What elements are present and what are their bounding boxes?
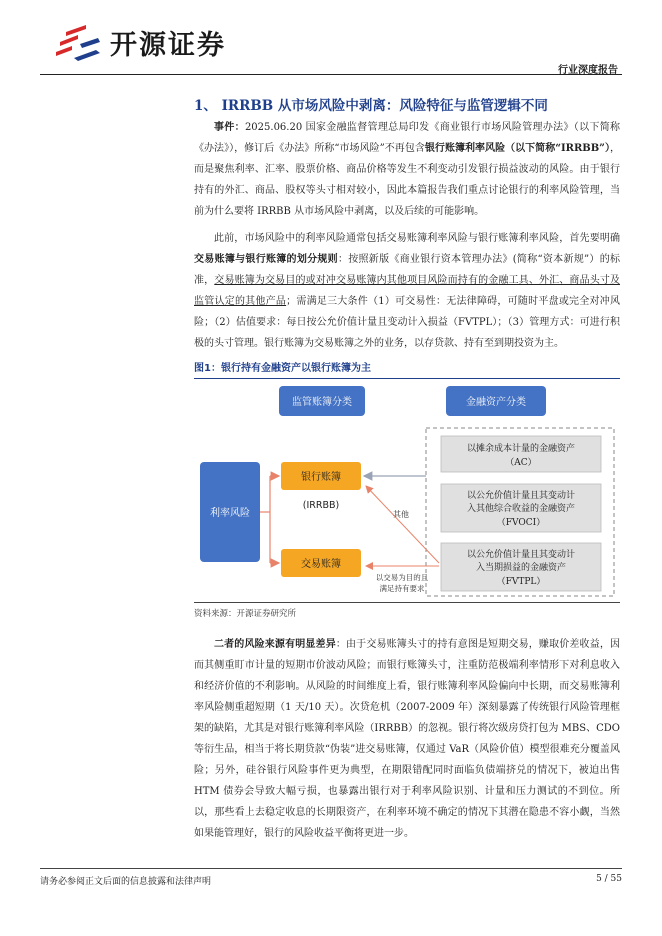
logo-icon <box>52 22 104 62</box>
paragraph-books <box>194 228 620 354</box>
logo <box>52 22 226 62</box>
header-divider <box>40 74 622 75</box>
reg-header-text: 监管账簿分类 <box>292 397 352 408</box>
report-type: 行业深度报告 <box>558 65 618 76</box>
classification-diagram <box>194 380 620 602</box>
fvtpl-line3: （FVTPL） <box>496 577 546 587</box>
para1-text-1: 2025.06.20 国家金融监督管理总局印发《商业银行市场风险管理办法》（以下简称《办法》），修订后《办法》所称“市场风险”不再包含 <box>194 122 621 154</box>
para1-text-2: ，而是聚焦利率、汇率、股票价格、商品价格等发生不利变动引发银行损益波动的风险。由于银行持有的外汇、商品、股权等头寸相对较小，因此本篇报告我们重点讨论银行的利率风险管理，当前为什么要将 IRRBB 从市场风险中剥离，以及后续的可能影响。 <box>194 143 620 217</box>
fvoci-line2: 入其他综合收益的金融资产 <box>466 504 576 514</box>
footer-disclaimer: 请务必参阅正文后面的信息披露和法律声明 <box>40 877 212 887</box>
para2-underline: 交易账簿为交易目的或对冲交易账簿内其他项目风险而持有的金融工具、外汇、商品头寸及监管认定的其他产品 <box>194 275 621 307</box>
logo-text: 开源证券 <box>110 29 226 61</box>
trade-purpose-line1: 以交易为目的且 <box>375 573 429 582</box>
para2-text-2: ：按照新版《商业银行资本管理办法》(简称“资本新规”）的标准， <box>194 254 620 286</box>
paragraph-risk-source <box>194 634 620 844</box>
banking-book-label: 银行账簿 <box>301 472 341 483</box>
source-divider <box>194 602 620 603</box>
ac-line2: （AC） <box>505 458 537 468</box>
fvoci-line3: （FVOCI） <box>496 518 546 528</box>
page-number: 5 / 55 <box>596 874 622 884</box>
para2-text-1: 此前，市场风险中的利率风险通常包括交易账簿利率风险与银行账簿利率风险，首先要明确 <box>214 233 620 244</box>
trading-book-label: 交易账簿 <box>301 559 341 570</box>
ac-line1: 以摊余成本计量的金融资产 <box>466 444 576 454</box>
figure-title: 图1：银行持有金融资产以银行账簿为主 <box>194 359 620 379</box>
risk-label: 利率风险 <box>210 508 250 519</box>
asset-header-text: 金融资产分类 <box>466 397 526 408</box>
event-label: 事件： <box>214 122 245 133</box>
trade-purpose-line2: 满足持有要求 <box>379 584 425 593</box>
para1-bold-1: 银行账簿利率风险（以下简称“IRRBB”） <box>424 143 610 154</box>
para3-bold-1: 二者的风险来源有明显差异 <box>214 639 336 650</box>
para2-bold-1: 交易账簿与银行账簿的划分规则 <box>194 254 338 265</box>
arrow-fvtpl-to-banking <box>366 486 439 563</box>
paragraph-event <box>194 117 620 222</box>
footer-divider <box>40 868 622 869</box>
para3-text-1: ：由于交易账簿头寸的持有意图是短期交易，赚取价差收益，因而其侧重盯市计量的短期市价波动风险；而银行账簿头寸，注重防范极端利率情形下对利息收入和经济价值的不利影响。从风险的时间维度上看，银行账簿利率风险偏向中长期，而交易账簿利率风险侧重超短期（1 天/10 天）。次贷危机（2007-2009 年）深刻暴露了传统银行风险管理框架的缺陷，尤其是对银行账簿利率风险（IRRBB）的忽视。银行将次级房贷打包为 MBS、CDO 等衍生品，相当于将长期贷款“伪装”进交易账簿，仅通过 VaR（风险价值）模型很难充分覆盖风险；另外，硅谷银行风险事件更为典型，在期限错配同时面临负债端挤兑的情况下，被迫出售 HTM 债券会导致大幅亏损，也暴露出银行对于利率风险识别、计量和压力测试的不到位。所以，那些看上去稳定收息的长期限资产，在利率环境不确定的情况下其潜在隐患不容小觑，当然如果能管理好，银行的风险收益平衡将更进一步。 <box>194 639 621 839</box>
other-label: 其他 <box>393 510 409 519</box>
para2-text-3: ；需满足三大条件（1）可交易性：无法律障碍，可随时平盘或完全对冲风险；（2）估值要求：每日按公允价值计量且变动计入损益（FVTPL）；（3）管理方式：可进行积极的头寸管理。银行账簿为交易账簿之外的业务，以存贷款、持有至到期投资为主。 <box>194 296 620 349</box>
figure-source: 资料来源：开源证券研究所 <box>194 609 297 619</box>
fvoci-line1: 以公允价值计量且其变动计 <box>466 491 576 501</box>
section-title: 1、 IRRBB 从市场风险中剥离：风险特征与监管逻辑不同 <box>194 98 548 114</box>
fvtpl-line2: 入当期损益的金融资产 <box>475 563 567 573</box>
fvtpl-line1: 以公允价值计量且其变动计 <box>466 550 576 560</box>
irrbb-label: (IRRBB) <box>302 500 340 511</box>
